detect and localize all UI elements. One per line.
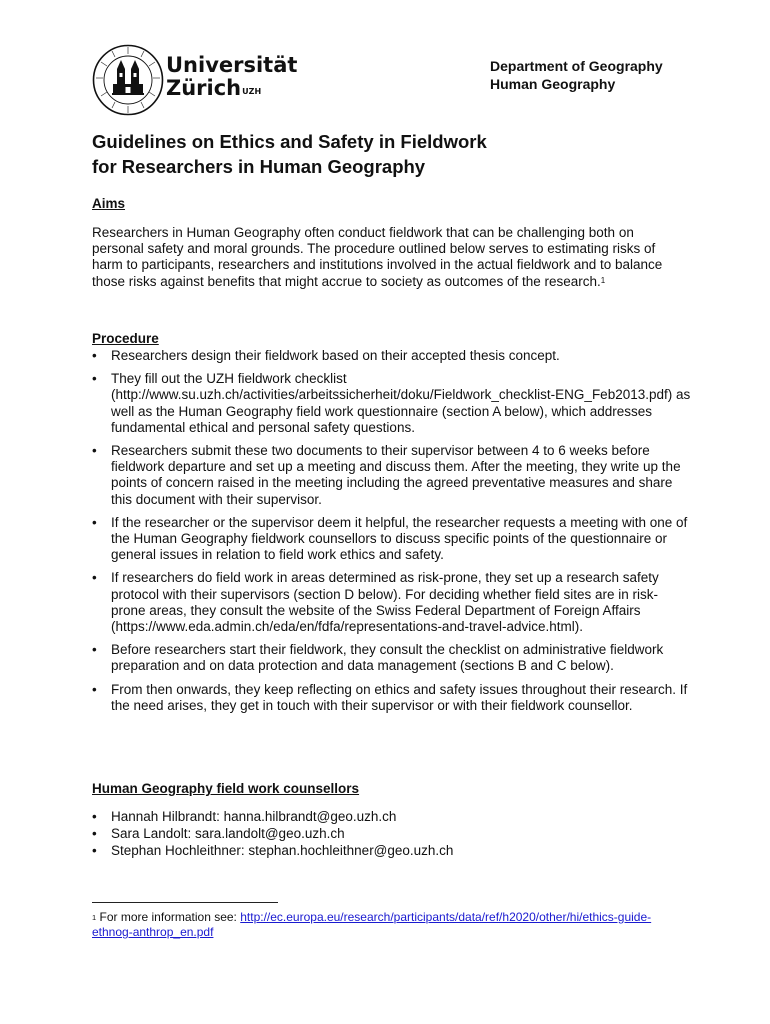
list-item: • Hannah Hilbrandt: hanna.hilbrandt@geo.uzh.ch (92, 809, 692, 825)
title-line1: Guidelines on Ethics and Safety in Fieldwork (92, 131, 487, 152)
university-name-line2: Zürich (166, 76, 242, 100)
university-abbrev: UZH (242, 87, 262, 96)
university-name-line1: Universität (166, 53, 298, 77)
university-name (166, 54, 297, 100)
division-name: Human Geography (490, 76, 616, 92)
footnote-divider (92, 902, 278, 903)
aims-paragraph (92, 225, 682, 290)
procedure-heading: Procedure (92, 331, 159, 346)
counsellors-heading: Human Geography field work counsellors (92, 781, 360, 796)
aims-heading: Aims (92, 196, 126, 211)
list-item: • Stephan Hochleithner: stephan.hochleithner@geo.uzh.ch (92, 843, 692, 859)
footnote-number: 1 (92, 913, 97, 922)
list-item: • Researchers submit these two documents to their supervisor between 4 to 6 weeks before fieldwork departure and set up a meeting and discuss them. After the meeting, they write up the points of concern raised in the meeting including the agreed preventative measures and share this document with their supervisor. (92, 443, 692, 508)
list-item: • Before researchers start their fieldwork, they consult the checklist on administrative fieldwork preparation and on data protection and data management (sections B and C below). (92, 642, 692, 674)
department-block (490, 57, 663, 93)
title-line2: for Researchers in Human Geography (92, 156, 426, 177)
department-name: Department of Geography (490, 58, 663, 74)
counsellors-list (92, 809, 692, 861)
list-item: • They fill out the UZH fieldwork checklist (http://www.su.uzh.ch/activities/arbeitssicherheit/doku/Fieldwork_checklist-ENG_Feb2013.pdf) as well as the Human Geography field work questionnaire (section A below), which addresses fundamental ethical and personal safety questions. (92, 371, 692, 436)
university-seal-icon (92, 44, 164, 116)
footnote-prefix: For more information see: (96, 910, 241, 924)
list-item: • If researchers do field work in areas determined as risk-prone, they set up a research safety protocol with their supervisors (section D below). For deciding whether field sites are in risk-prone areas, they consult the website of the Swiss Federal Department of Foreign Affairs (https://www.eda.admin.ch/eda/en/fdfa/representations-and-travel-advice.html). (92, 570, 692, 635)
list-item: • If the researcher or the supervisor deem it helpful, the researcher requests a meeting with one of the Human Geography fieldwork counsellors to discuss specific points of the questionnaire or general issues in relation to field work ethics and safety. (92, 515, 692, 564)
list-item: • From then onwards, they keep reflecting on ethics and safety issues throughout their research. If the need arises, they get in touch with their supervisor or with their fieldwork counsellor. (92, 682, 692, 714)
aims-text: Researchers in Human Geography often conduct fieldwork that can be challenging both on personal safety and moral grounds. The procedure outlined below serves to estimating risks of harm to participants, researchers and institutions involved in the actual fieldwork and to balance those risks against benefits that might accrue to society as outcomes of the research. (92, 225, 663, 289)
footnote (92, 910, 682, 940)
footnote-reference[interactable]: 1 (600, 275, 606, 285)
list-item: • Sara Landolt: sara.landolt@geo.uzh.ch (92, 826, 692, 842)
footnote-link[interactable]: http://ec.europa.eu/research/participants/data/ref/h2020/other/hi/ethics-guide-ethnog-anthrop_en.pdf (92, 910, 652, 939)
procedure-list (92, 348, 692, 721)
document-title (92, 129, 487, 179)
list-item: • Researchers design their fieldwork based on their accepted thesis concept. (92, 348, 692, 364)
